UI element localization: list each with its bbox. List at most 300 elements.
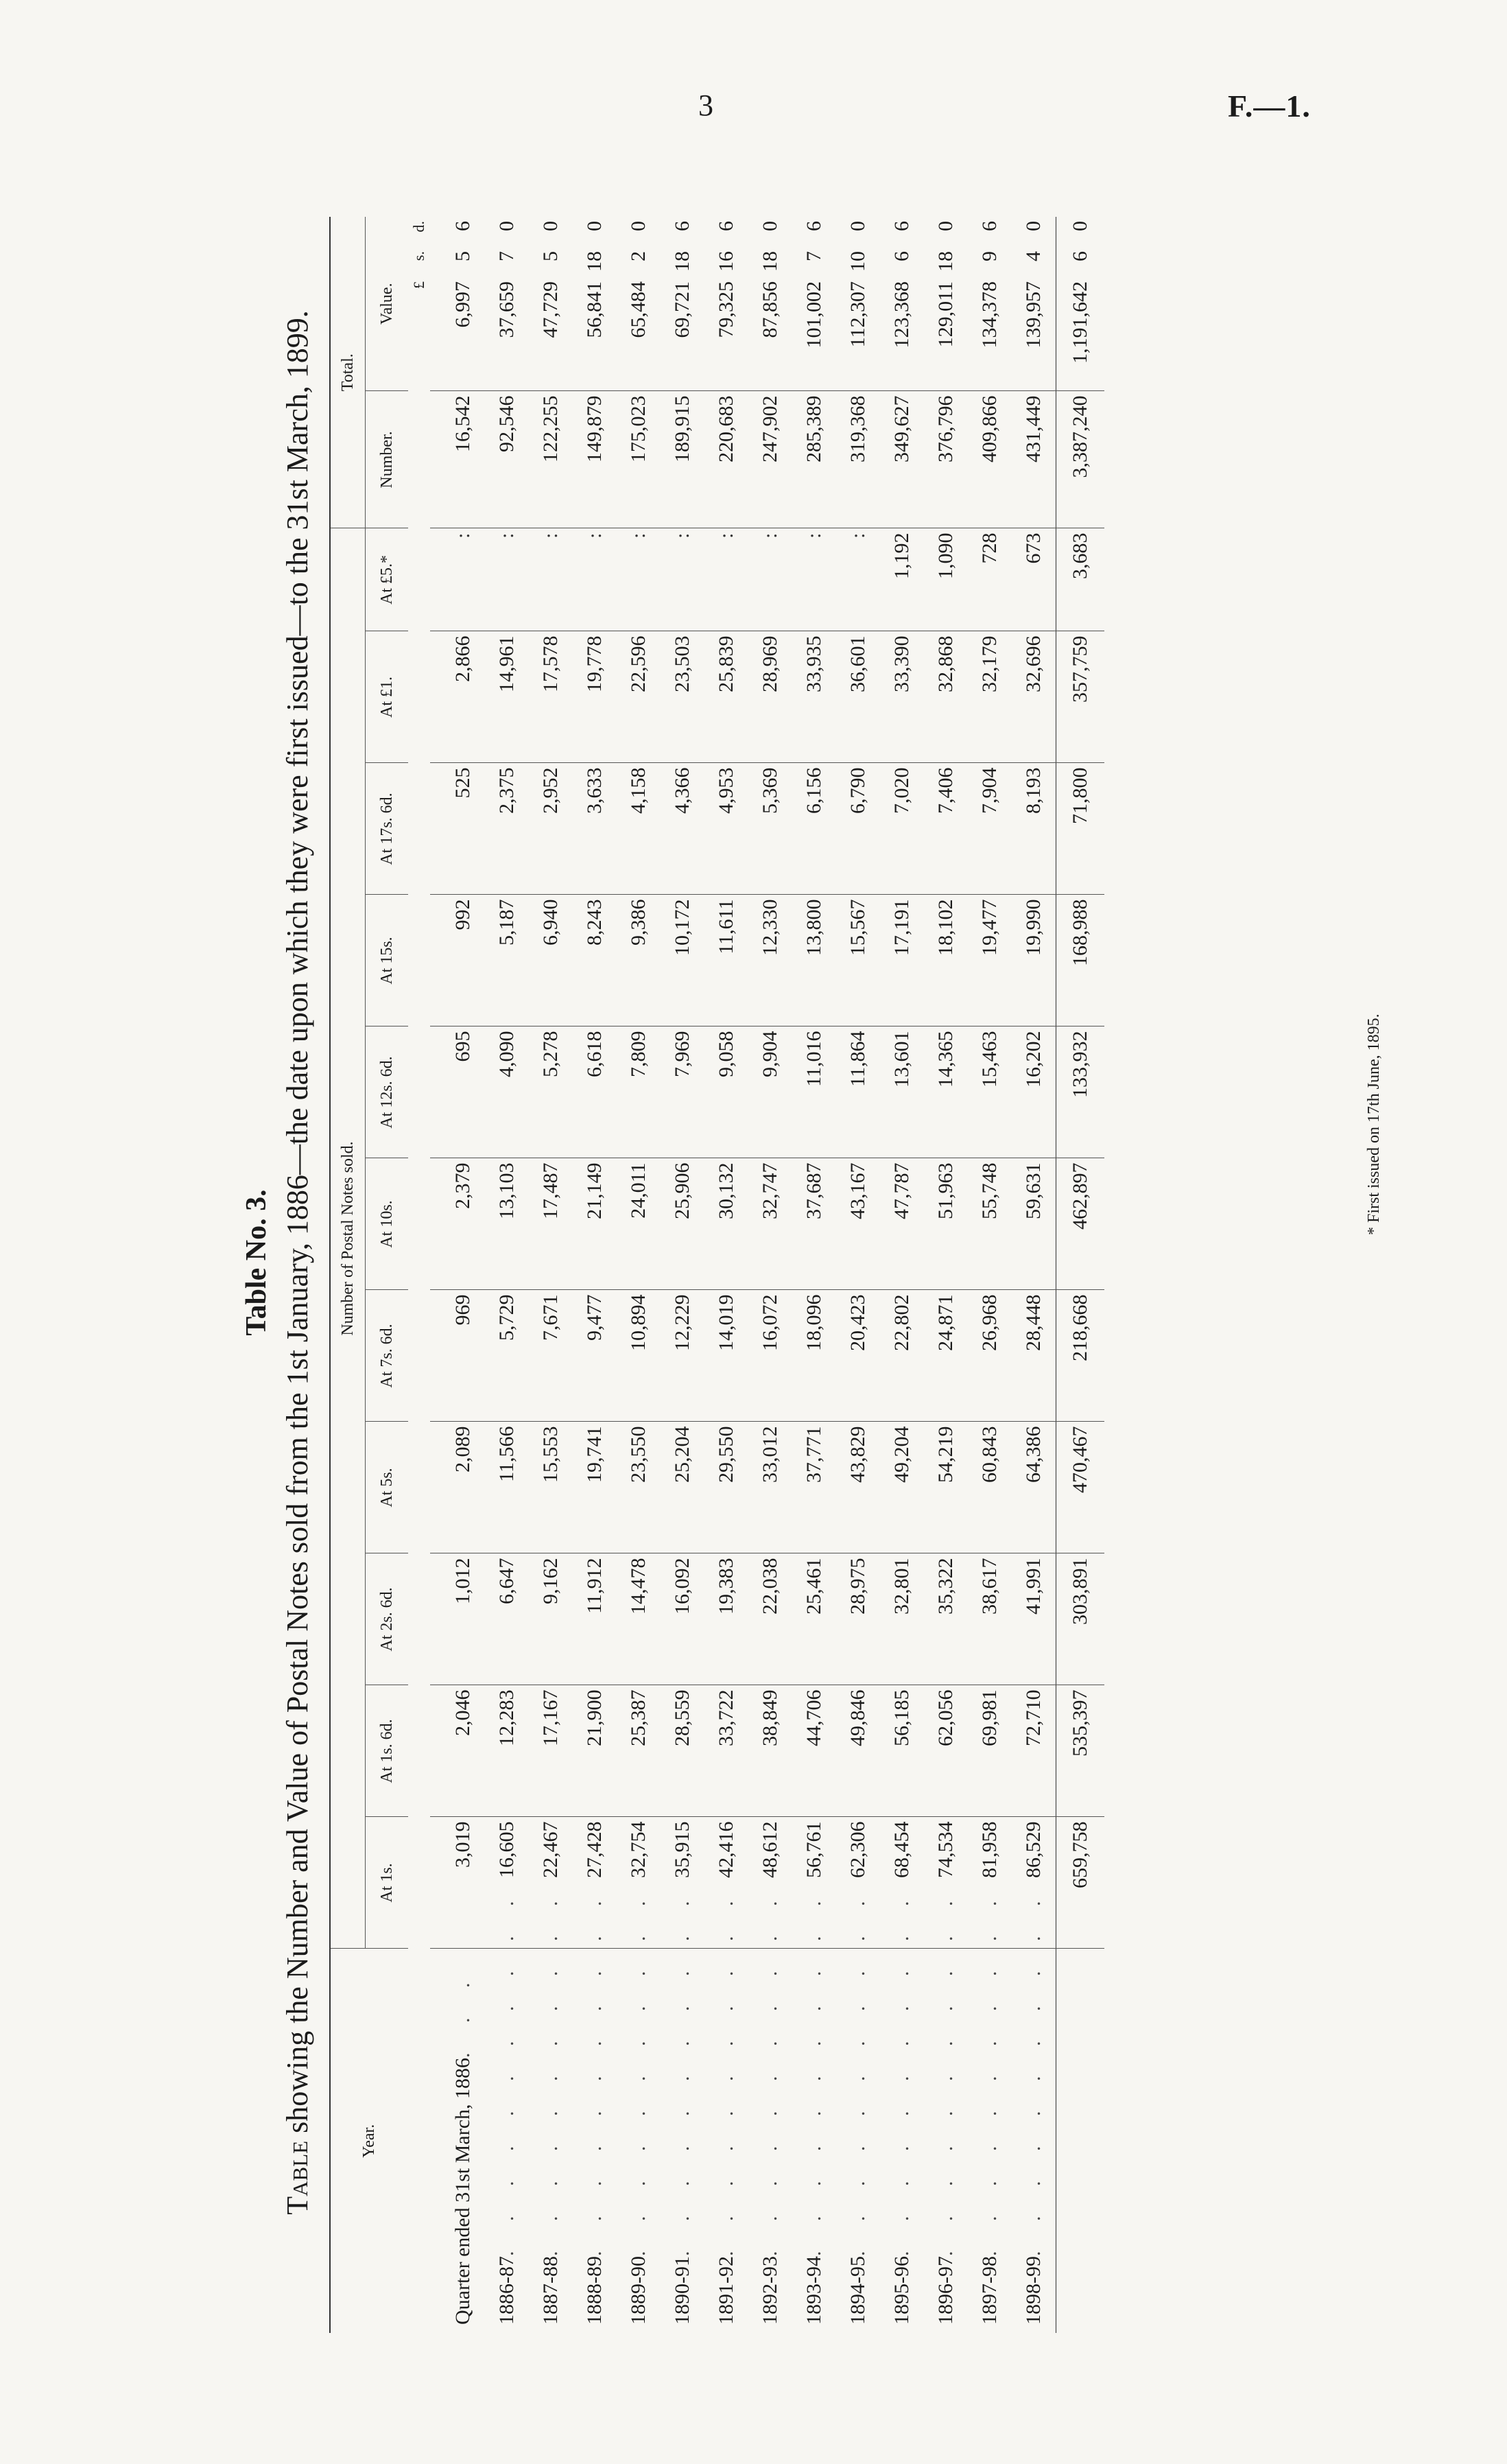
value-cell: 65,484	[617, 277, 661, 391]
data-cell: 9,477	[573, 1290, 617, 1422]
year-label: 1892-93	[759, 2256, 781, 2325]
year-label: 1891-92	[715, 2256, 737, 2325]
value-cell: 87,856	[748, 277, 792, 391]
col-header-total-number: Number.	[366, 391, 409, 528]
data-cell: 16,542	[430, 391, 485, 528]
value-cell: 0	[583, 220, 606, 231]
col-header-total-value: Value.	[366, 217, 409, 391]
col-header: At 17s. 6d.	[366, 763, 409, 895]
data-cell: 49,846	[836, 1685, 880, 1817]
table-body	[408, 217, 1104, 2333]
data-cell: 7,809	[617, 1026, 661, 1158]
table-row	[661, 217, 704, 2333]
table-title: Table No. 3.	[241, 1189, 272, 1336]
dot-leader: . . . . . . . . . . .	[934, 1888, 957, 2256]
data-cell: 8,243	[573, 895, 617, 1026]
data-cell: :	[792, 528, 836, 631]
value-cell: 47,729	[529, 277, 573, 391]
data-cell: 25,906	[661, 1158, 704, 1290]
year-cell	[485, 1888, 529, 2333]
data-cell: 19,778	[573, 631, 617, 763]
data-cell: 32,801	[880, 1553, 924, 1685]
year-label: 1888-89	[583, 2256, 606, 2325]
data-cell: 15,567	[836, 895, 880, 1026]
data-cell: 349,627	[880, 391, 924, 528]
total-cell: 357,759	[1056, 631, 1105, 763]
data-cell: 22,038	[748, 1553, 792, 1685]
total-cell: 3,387,240	[1056, 391, 1105, 528]
year-label: 1886-87	[495, 2256, 518, 2325]
data-cell: :	[617, 528, 661, 631]
year-cell	[529, 1888, 573, 2333]
data-cell: 37,687	[792, 1158, 836, 1290]
data-cell: 28,969	[748, 631, 792, 763]
dot-leader: . . . . . . . . . . .	[671, 1888, 693, 2256]
data-cell: 149,879	[573, 391, 617, 528]
data-cell: 6,647	[485, 1553, 529, 1685]
value-cell: 6	[978, 220, 1001, 231]
data-cell: 22,467	[529, 1817, 573, 1949]
data-cell: 29,550	[704, 1422, 748, 1553]
data-cell: 49,204	[880, 1422, 924, 1553]
dot-leader: . . . . . . . . . . .	[495, 1888, 518, 2256]
caption-lead: Table	[281, 2140, 314, 2215]
data-cell: 28,975	[836, 1553, 880, 1685]
col-header: At 15s.	[366, 895, 409, 1026]
total-value-cell: 1,191,642	[1056, 277, 1105, 391]
caption-text: showing the Number and Value of Postal Notes sold from the 1st January, 1886—the date upon which they were first issued—to the 31st March, 1899.	[281, 310, 314, 2141]
data-cell: 36,601	[836, 631, 880, 763]
data-cell: 38,617	[968, 1553, 1012, 1685]
data-cell: :	[573, 528, 617, 631]
data-cell: 38,849	[748, 1685, 792, 1817]
data-cell: 22,596	[617, 631, 661, 763]
value-cell: 139,957	[1012, 277, 1056, 391]
table-row	[573, 217, 617, 2333]
data-cell: 51,963	[924, 1158, 968, 1290]
data-cell: 12,330	[748, 895, 792, 1026]
data-cell: 6,618	[573, 1026, 617, 1158]
data-cell: 9,904	[748, 1026, 792, 1158]
data-cell: 32,868	[924, 631, 968, 763]
value-cell: 10	[846, 251, 869, 272]
data-cell: :	[836, 528, 880, 631]
value-cell: 6	[890, 220, 913, 231]
year-cell	[573, 1888, 617, 2333]
data-cell: 285,389	[792, 391, 836, 528]
year-label: 1897-98	[978, 2256, 1001, 2325]
data-cell: 48,612	[748, 1817, 792, 1949]
data-cell: 54,219	[924, 1422, 968, 1553]
year-cell	[748, 1888, 792, 2333]
value-cell: 0	[934, 220, 957, 231]
page-number: 3	[698, 89, 713, 122]
year-label: 1890-91	[671, 2256, 693, 2325]
data-cell: 11,566	[485, 1422, 529, 1553]
data-cell: 673	[1012, 528, 1056, 631]
value-cell: 5	[539, 251, 562, 261]
data-cell: 74,534	[924, 1817, 968, 1949]
data-cell: :	[661, 528, 704, 631]
total-cell: 470,467	[1056, 1422, 1105, 1553]
data-cell: 4,090	[485, 1026, 529, 1158]
value-unit: s.	[410, 251, 427, 261]
dot-leader: . . . . . . . . . . .	[627, 1888, 650, 2256]
table-row	[792, 217, 836, 2333]
data-cell: 81,958	[968, 1817, 1012, 1949]
data-cell: 2,866	[430, 631, 485, 763]
data-cell: 7,406	[924, 763, 968, 895]
data-cell: 19,477	[968, 895, 1012, 1026]
year-label: 1896-97	[934, 2256, 957, 2325]
data-cell: 25,839	[704, 631, 748, 763]
value-cell: 0	[1022, 220, 1045, 231]
data-cell: :	[430, 528, 485, 631]
data-cell: 5,369	[748, 763, 792, 895]
data-cell: 5,278	[529, 1026, 573, 1158]
year-cell	[836, 1888, 880, 2333]
data-cell: 30,132	[704, 1158, 748, 1290]
data-cell: 19,383	[704, 1553, 748, 1685]
data-cell: 695	[430, 1026, 485, 1158]
data-cell: 62,306	[836, 1817, 880, 1949]
data-cell: 1,012	[430, 1553, 485, 1685]
data-cell: 55,748	[968, 1158, 1012, 1290]
data-cell: 62,056	[924, 1685, 968, 1817]
data-cell: 20,423	[836, 1290, 880, 1422]
group-header-total: Total.	[330, 217, 366, 528]
value-cell: 6	[671, 220, 693, 231]
data-cell: :	[704, 528, 748, 631]
data-cell: 7,671	[529, 1290, 573, 1422]
data-cell: 431,449	[1012, 391, 1056, 528]
value-cell: 0	[627, 220, 650, 231]
data-cell: 16,072	[748, 1290, 792, 1422]
dot-leader: . . . . . . . . . . .	[583, 1888, 606, 2256]
table-row	[704, 217, 748, 2333]
data-cell: 19,990	[1012, 895, 1056, 1026]
data-cell: 33,012	[748, 1422, 792, 1553]
footnote: * First issued on 17th June, 1895.	[1365, 1013, 1383, 1235]
data-cell: 3,633	[573, 763, 617, 895]
data-cell: 7,020	[880, 763, 924, 895]
data-cell: 10,172	[661, 895, 704, 1026]
page-code: F.—1.	[1228, 89, 1311, 124]
year-label: 1893-94	[803, 2256, 825, 2325]
value-cell: 101,002	[792, 277, 836, 391]
total-cell: 71,800	[1056, 763, 1105, 895]
year-cell	[924, 1888, 968, 2333]
data-cell: 992	[430, 895, 485, 1026]
value-cell: 7	[495, 251, 518, 261]
year-cell	[880, 1888, 924, 2333]
data-cell: 4,158	[617, 763, 661, 895]
value-cell: 69,721	[661, 277, 704, 391]
year-cell	[968, 1888, 1012, 2333]
table-caption	[280, 165, 315, 2360]
data-cell: 56,185	[880, 1685, 924, 1817]
data-cell: 43,167	[836, 1158, 880, 1290]
data-cell: 33,390	[880, 631, 924, 763]
data-cell: 28,559	[661, 1685, 704, 1817]
total-cell: 659,758	[1056, 1817, 1105, 1949]
data-cell: :	[485, 528, 529, 631]
value-cell: 6	[803, 220, 825, 231]
data-cell: 376,796	[924, 391, 968, 528]
table-row	[485, 217, 529, 2333]
value-cell: 0	[495, 220, 518, 231]
data-cell: 32,696	[1012, 631, 1056, 763]
dot-leader: . . . . . . . . . . .	[978, 1888, 1001, 2256]
value-unit: d.	[410, 220, 427, 233]
dot-leader: . . .	[451, 1970, 474, 2058]
value-cell: 37,659	[485, 277, 529, 391]
table-row	[430, 217, 485, 2333]
data-cell: 16,202	[1012, 1026, 1056, 1158]
data-cell: 17,191	[880, 895, 924, 1026]
data-cell: 13,601	[880, 1026, 924, 1158]
total-cell: 535,397	[1056, 1685, 1105, 1817]
data-cell: 4,366	[661, 763, 704, 895]
value-cell: 18	[583, 251, 606, 272]
col-header: At 10s.	[366, 1158, 409, 1290]
group-header-sold: Number of Postal Notes sold.	[330, 528, 366, 1949]
data-cell: 17,167	[529, 1685, 573, 1817]
data-cell: 28,448	[1012, 1290, 1056, 1422]
data-cell: 10,894	[617, 1290, 661, 1422]
data-cell: 3,019	[430, 1817, 485, 1949]
value-cell: 9	[978, 251, 1001, 261]
year-label: 1895-96	[890, 2256, 913, 2325]
data-cell: 72,710	[1012, 1685, 1056, 1817]
data-cell: 15,463	[968, 1026, 1012, 1158]
col-header: At 1s. 6d.	[366, 1685, 409, 1817]
col-header: At 2s. 6d.	[366, 1553, 409, 1685]
dot-leader: . . . . . . . . . . .	[759, 1888, 781, 2256]
data-cell: 14,478	[617, 1553, 661, 1685]
data-cell: 56,761	[792, 1817, 836, 1949]
total-value-cell: 6	[1056, 247, 1105, 277]
data-cell: 11,611	[704, 895, 748, 1026]
data-cell: :	[748, 528, 792, 631]
data-cell: 2,952	[529, 763, 573, 895]
value-cell: 18	[759, 251, 781, 272]
data-cell: 21,900	[573, 1685, 617, 1817]
data-cell: 6,940	[529, 895, 573, 1026]
dot-leader: . . . . . . . . . . .	[1022, 1888, 1045, 2256]
data-cell: 35,322	[924, 1553, 968, 1685]
data-cell: 5,729	[485, 1290, 529, 1422]
table-row	[529, 217, 573, 2333]
value-unit: £	[410, 281, 427, 289]
value-cell: 123,368	[880, 277, 924, 391]
col-header: At 7s. 6d.	[366, 1290, 409, 1422]
data-cell: 25,387	[617, 1685, 661, 1817]
value-cell: 4	[1022, 251, 1045, 261]
value-cell: 129,011	[924, 277, 968, 391]
year-cell	[1012, 1888, 1056, 2333]
data-cell: 37,771	[792, 1422, 836, 1553]
data-cell: 14,961	[485, 631, 529, 763]
table-row	[748, 217, 792, 2333]
data-cell: 33,935	[792, 631, 836, 763]
year-cell	[661, 1888, 704, 2333]
data-cell: 189,915	[661, 391, 704, 528]
value-cell: 5	[451, 251, 474, 261]
data-cell: 728	[968, 528, 1012, 631]
data-cell: :	[529, 528, 573, 631]
dot-leader: . . . . . . . . . . .	[539, 1888, 562, 2256]
data-cell: 17,578	[529, 631, 573, 763]
total-value-cell: 0	[1056, 217, 1105, 247]
data-cell: 122,255	[529, 391, 573, 528]
year-label: 1898-99	[1022, 2256, 1045, 2325]
year-cell	[430, 1949, 485, 2333]
data-cell: 9,058	[704, 1026, 748, 1158]
value-cell: 0	[539, 220, 562, 231]
postal-notes-table	[329, 217, 1104, 2333]
data-cell: 4,953	[704, 763, 748, 895]
data-cell: 11,864	[836, 1026, 880, 1158]
data-cell: 59,631	[1012, 1158, 1056, 1290]
total-cell: 168,988	[1056, 895, 1105, 1026]
data-cell: 86,529	[1012, 1817, 1056, 1949]
data-cell: 2,046	[430, 1685, 485, 1817]
value-units-row	[408, 217, 430, 2333]
data-cell: 32,747	[748, 1158, 792, 1290]
table-row	[924, 217, 968, 2333]
data-cell: 60,843	[968, 1422, 1012, 1553]
data-cell: 24,011	[617, 1158, 661, 1290]
year-header: Year.	[360, 2124, 378, 2158]
data-cell: 2,089	[430, 1422, 485, 1553]
col-header: At 12s. 6d.	[366, 1026, 409, 1158]
data-cell: 969	[430, 1290, 485, 1422]
value-cell: 18	[671, 251, 693, 272]
data-cell: 7,969	[661, 1026, 704, 1158]
data-cell: 6,156	[792, 763, 836, 895]
data-cell: 1,090	[924, 528, 968, 631]
data-cell: 13,800	[792, 895, 836, 1026]
value-cell: 56,841	[573, 277, 617, 391]
data-cell: 19,741	[573, 1422, 617, 1553]
value-cell: 0	[759, 220, 781, 231]
table-row	[968, 217, 1012, 2333]
data-cell: 2,375	[485, 763, 529, 895]
data-cell: 22,802	[880, 1290, 924, 1422]
data-cell: 68,454	[880, 1817, 924, 1949]
col-header: At 5s.	[366, 1422, 409, 1553]
value-cell: 6	[715, 220, 737, 231]
data-cell: 64,386	[1012, 1422, 1056, 1553]
data-cell: 9,162	[529, 1553, 573, 1685]
data-cell: 6,790	[836, 763, 880, 895]
value-cell: 16	[715, 251, 737, 272]
data-cell: 25,461	[792, 1553, 836, 1685]
value-cell: 79,325	[704, 277, 748, 391]
data-cell: 14,365	[924, 1026, 968, 1158]
data-cell: 41,991	[1012, 1553, 1056, 1685]
total-cell: 3,683	[1056, 528, 1105, 631]
data-cell: 44,706	[792, 1685, 836, 1817]
value-cell: 7	[803, 251, 825, 261]
year-label: 1887-88	[539, 2256, 562, 2325]
data-cell: 247,902	[748, 391, 792, 528]
data-cell: 24,871	[924, 1290, 968, 1422]
data-cell: 8,193	[1012, 763, 1056, 895]
year-label: 1894-95	[846, 2256, 869, 2325]
year-label: Quarter ended 31st March, 1886	[451, 2057, 474, 2325]
data-cell: 14,019	[704, 1290, 748, 1422]
data-cell: 12,229	[661, 1290, 704, 1422]
data-cell: 35,915	[661, 1817, 704, 1949]
total-cell: 303,891	[1056, 1553, 1105, 1685]
year-cell	[792, 1888, 836, 2333]
data-cell: 16,605	[485, 1817, 529, 1949]
data-cell: 18,096	[792, 1290, 836, 1422]
data-cell: 17,487	[529, 1158, 573, 1290]
total-cell: 218,668	[1056, 1290, 1105, 1422]
year-label: 1889-90	[627, 2256, 650, 2325]
table-row	[836, 217, 880, 2333]
data-cell: 43,829	[836, 1422, 880, 1553]
data-cell: 26,968	[968, 1290, 1012, 1422]
data-cell: 18,102	[924, 895, 968, 1026]
data-cell: 220,683	[704, 391, 748, 528]
dot-leader: . . . . . . . . . . .	[715, 1888, 737, 2256]
value-cell: 0	[846, 220, 869, 231]
data-cell: 2,379	[430, 1158, 485, 1290]
data-cell: 13,103	[485, 1158, 529, 1290]
data-cell: 42,416	[704, 1817, 748, 1949]
total-cell: 133,932	[1056, 1026, 1105, 1158]
data-cell: 11,912	[573, 1553, 617, 1685]
dot-leader: . . . . . . . . . . .	[890, 1888, 913, 2256]
data-cell: 69,981	[968, 1685, 1012, 1817]
value-cell: 2	[627, 251, 650, 261]
table-row	[617, 217, 661, 2333]
data-cell: 25,204	[661, 1422, 704, 1553]
data-cell: 92,546	[485, 391, 529, 528]
data-cell: 11,016	[792, 1026, 836, 1158]
data-cell: 32,754	[617, 1817, 661, 1949]
value-cell: 134,378	[968, 277, 1012, 391]
data-cell: 1,192	[880, 528, 924, 631]
col-header: At £5.*	[366, 528, 409, 631]
data-cell: 33,722	[704, 1685, 748, 1817]
data-cell: 319,368	[836, 391, 880, 528]
data-cell: 15,553	[529, 1422, 573, 1553]
data-cell: 23,503	[661, 631, 704, 763]
data-cell: 16,092	[661, 1553, 704, 1685]
total-cell: 462,897	[1056, 1158, 1105, 1290]
table-row	[1012, 217, 1056, 2333]
data-cell: 5,187	[485, 895, 529, 1026]
value-cell: 18	[934, 251, 957, 272]
value-cell: 6	[890, 251, 913, 261]
data-cell: 409,866	[968, 391, 1012, 528]
data-cell: 27,428	[573, 1817, 617, 1949]
dot-leader: . . . . . . . . . . .	[846, 1888, 869, 2256]
data-cell: 23,550	[617, 1422, 661, 1553]
table-row	[880, 217, 924, 2333]
year-cell	[617, 1888, 661, 2333]
data-cell: 7,904	[968, 763, 1012, 895]
data-cell: 32,179	[968, 631, 1012, 763]
data-cell: 47,787	[880, 1158, 924, 1290]
value-cell: 6	[451, 220, 474, 231]
value-cell: 112,307	[836, 277, 880, 391]
